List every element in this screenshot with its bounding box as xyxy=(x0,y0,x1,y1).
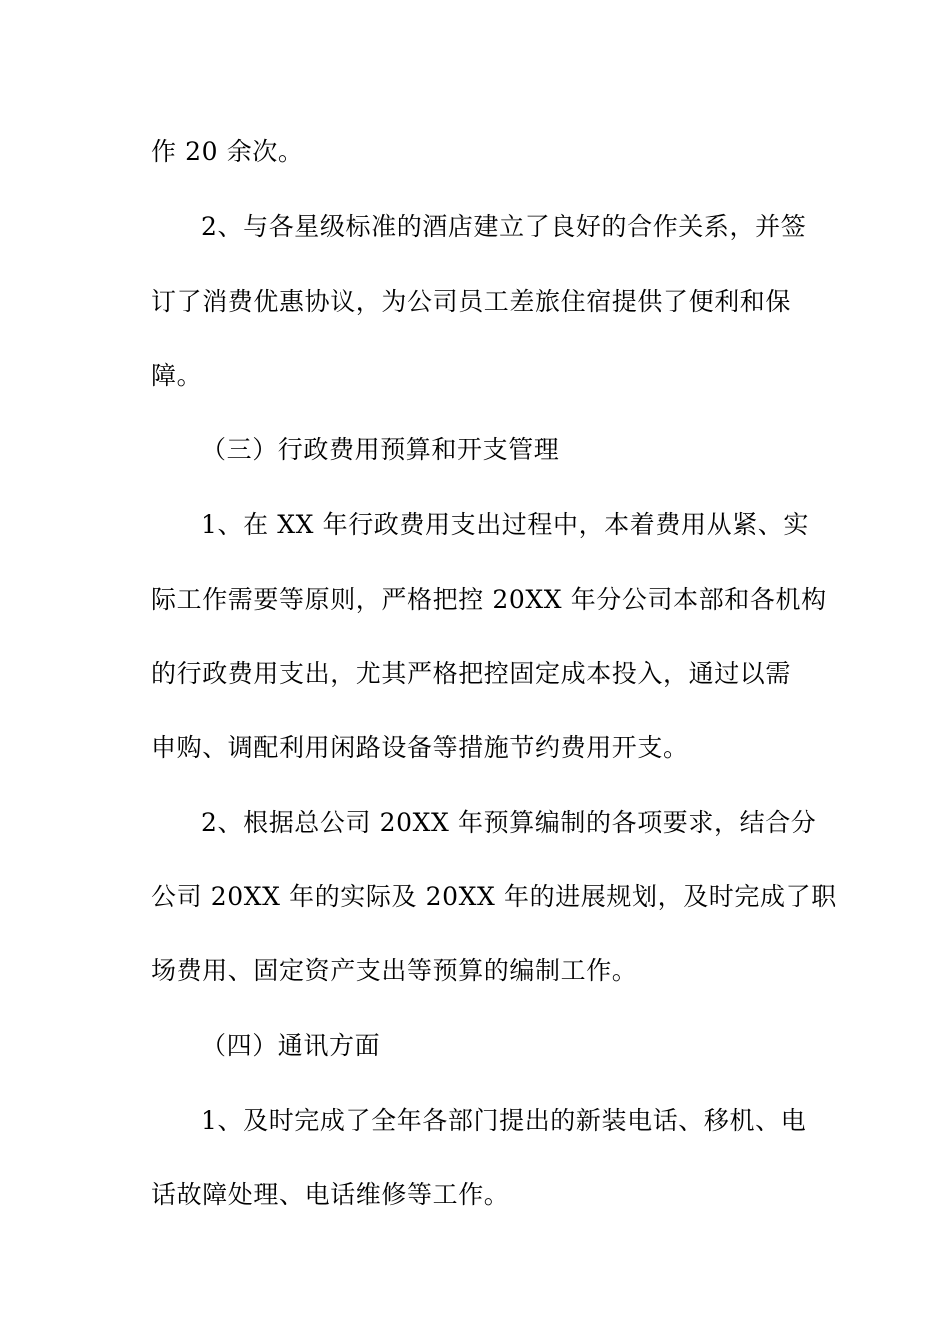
section-heading: （三）行政费用预算和开支管理 xyxy=(201,435,560,464)
text-line: 申购、调配利用闲路设备等措施节约费用开支。 xyxy=(151,733,689,762)
text-line: 2、根据总公司 20XX 年预算编制的各项要求，结合分 xyxy=(201,808,817,837)
text-line: 公司 20XX 年的实际及 20XX 年的进展规划，及时完成了职 xyxy=(151,882,837,911)
text-line: 作 20 余次。 xyxy=(151,137,304,166)
text-line: 2、与各星级标准的酒店建立了良好的合作关系，并签 xyxy=(201,212,807,241)
text-line: 话故障处理、电话维修等工作。 xyxy=(151,1180,510,1209)
text-line: 的行政费用支出，尤其严格把控固定成本投入，通过以需 xyxy=(151,659,792,688)
text-line: 订了消费优惠协议，为公司员工差旅住宿提供了便利和保 xyxy=(151,287,792,316)
section-heading: （四）通讯方面 xyxy=(201,1031,381,1060)
text-line: 1、在 XX 年行政费用支出过程中，本着费用从紧、实 xyxy=(201,510,809,539)
text-line: 场费用、固定资产支出等预算的编制工作。 xyxy=(151,956,638,985)
text-line: 际工作需要等原则，严格把控 20XX 年分公司本部和各机构 xyxy=(151,585,827,614)
text-line: 1、及时完成了全年各部门提出的新装电话、移机、电 xyxy=(201,1106,807,1135)
text-line: 障。 xyxy=(151,361,203,390)
